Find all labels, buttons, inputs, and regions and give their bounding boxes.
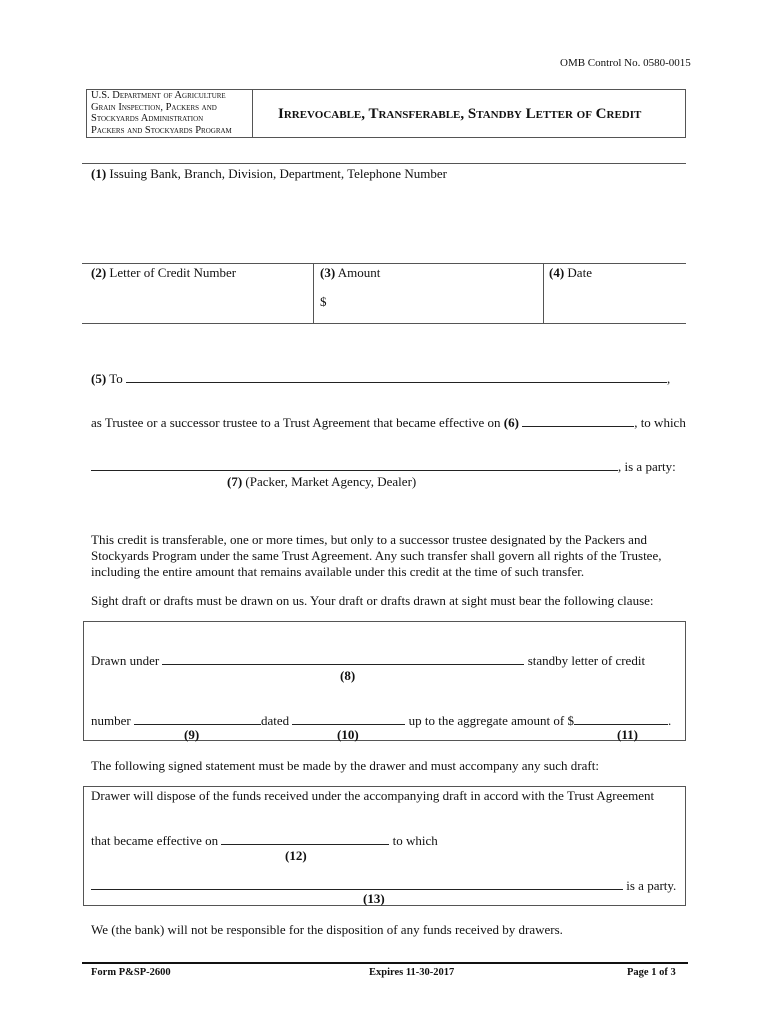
number-dated-line bbox=[91, 712, 671, 729]
drawn-under-blank[interactable] bbox=[162, 652, 524, 665]
aggregate-amount-blank[interactable] bbox=[574, 712, 668, 725]
amount-currency-symbol: $ bbox=[320, 294, 327, 309]
footer-page-number: Page 1 of 3 bbox=[627, 967, 676, 978]
field-7-number: (7) bbox=[227, 474, 243, 489]
statement-line-1: Drawer will dispose of the funds received under the accompanying draft in accord with the Trust Agreement bbox=[91, 788, 655, 803]
drawn-under-label: Drawn under bbox=[91, 653, 160, 668]
dated-label: dated bbox=[260, 713, 290, 728]
field-5-number: (5) bbox=[91, 371, 107, 386]
issuing-bank-field[interactable] bbox=[91, 166, 447, 182]
credit-number-blank[interactable] bbox=[134, 712, 261, 725]
footer-expires: Expires 11-30-2017 bbox=[369, 967, 455, 978]
statement-effective-line bbox=[91, 832, 438, 849]
field-6-number: (6) bbox=[503, 415, 519, 430]
header-divider bbox=[252, 89, 253, 138]
field-1-label: Issuing Bank, Branch, Division, Department, Telephone Number bbox=[109, 166, 447, 181]
field-8-number: (8) bbox=[340, 668, 356, 683]
bank-responsibility-note: We (the bank) will not be responsible for the disposition of any funds received by drawers. bbox=[91, 922, 563, 937]
statement-effective-date-blank[interactable] bbox=[221, 832, 389, 845]
party-line-end: , is a party: bbox=[618, 459, 676, 474]
footer-form-number: Form P&SP-2600 bbox=[91, 967, 171, 978]
is-party-label: is a party. bbox=[626, 878, 677, 893]
rule-field-row-top bbox=[82, 263, 686, 264]
statement-party-blank[interactable] bbox=[91, 877, 623, 890]
agency-block bbox=[91, 90, 232, 136]
field-13-number: (13) bbox=[363, 891, 385, 906]
to-which-label: to which bbox=[392, 833, 438, 848]
footer-rule bbox=[82, 962, 688, 964]
field-12-number: (12) bbox=[285, 848, 307, 863]
drawn-under-line bbox=[91, 652, 645, 669]
effective-label: that became effective on bbox=[91, 833, 219, 848]
statement-intro: The following signed statement must be made by the drawer and must accompany any such draft: bbox=[91, 758, 599, 773]
rule-field-row-bottom bbox=[82, 323, 686, 324]
trustee-line bbox=[91, 414, 686, 431]
field-5-label: To bbox=[109, 371, 123, 386]
field-7-caption-text: (Packer, Market Agency, Dealer) bbox=[245, 474, 417, 489]
trustee-line-end: , to which bbox=[634, 415, 686, 430]
trust-effective-date-blank[interactable] bbox=[522, 414, 634, 427]
field-4-number: (4) bbox=[549, 265, 565, 280]
to-blank[interactable] bbox=[126, 370, 667, 383]
agency-line-2: Grain Inspection, Packers and bbox=[91, 101, 217, 113]
letter-of-credit-number-field[interactable] bbox=[91, 265, 236, 281]
number-label: number bbox=[91, 713, 131, 728]
party-line bbox=[91, 458, 676, 475]
amount-field[interactable] bbox=[320, 265, 380, 281]
dated-blank[interactable] bbox=[292, 712, 405, 725]
field-2-number: (2) bbox=[91, 265, 107, 280]
field-1-number: (1) bbox=[91, 166, 107, 181]
to-line-comma: , bbox=[666, 371, 671, 386]
agency-line-1: U.S. Department of Agriculture bbox=[91, 90, 226, 101]
party-name-blank[interactable] bbox=[91, 458, 618, 471]
sight-draft-paragraph: Sight draft or drafts must be drawn on us. Your draft or drafts drawn at sight must bear the following clause: bbox=[91, 593, 654, 608]
standby-label: standby letter of credit bbox=[527, 653, 646, 668]
date-field[interactable] bbox=[549, 265, 592, 281]
transfer-paragraph: This credit is transferable, one or more times, but only to a successor trustee designated by the Packers and Stockyards Program under the same Trust Agreement. Any such transfer shall govern all rights of the Trustee, including the entire amount that remains available under this credit at the time of such transfer. bbox=[91, 532, 662, 579]
rule-field-row-div-2 bbox=[543, 263, 544, 323]
field-3-label: Amount bbox=[337, 265, 381, 280]
field-3-number: (3) bbox=[320, 265, 336, 280]
omb-control-number: OMB Control No. 0580-0015 bbox=[560, 57, 691, 69]
field-9-number: (9) bbox=[184, 727, 200, 742]
rule-field-1-top bbox=[82, 163, 686, 164]
aggregate-period: . bbox=[667, 713, 672, 728]
field-10-number: (10) bbox=[337, 727, 359, 742]
field-2-label: Letter of Credit Number bbox=[109, 265, 237, 280]
form-title: Irrevocable, Transferable, Standby Letter of Credit bbox=[278, 106, 642, 122]
agency-line-4: Packers and Stockyards Program bbox=[91, 124, 232, 136]
agency-line-3: Stockyards Administration bbox=[91, 113, 204, 124]
to-line bbox=[91, 370, 670, 387]
field-11-number: (11) bbox=[617, 727, 638, 742]
field-7-caption bbox=[227, 474, 416, 490]
aggregate-label: up to the aggregate amount of $ bbox=[408, 713, 574, 728]
field-4-label: Date bbox=[567, 265, 592, 280]
rule-field-row-div-1 bbox=[313, 263, 314, 323]
trustee-text: as Trustee or a successor trustee to a Trust Agreement that became effective on bbox=[91, 415, 501, 430]
